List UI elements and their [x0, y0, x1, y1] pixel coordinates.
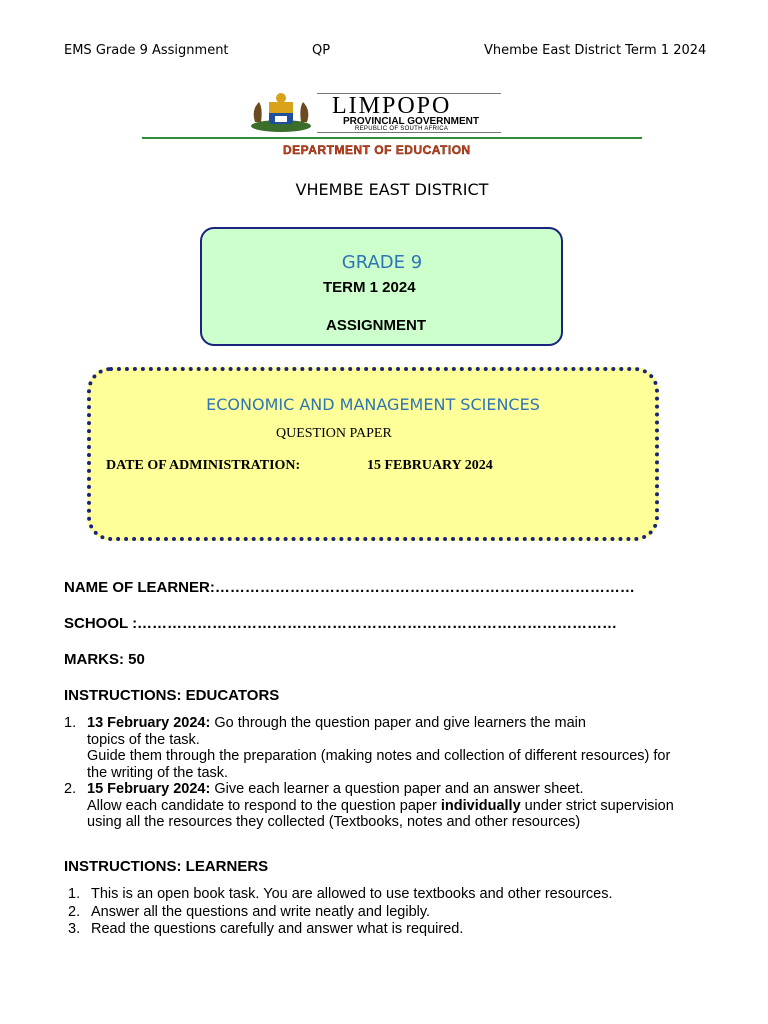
instruction-text: Give each learner a question paper and an answer sheet.: [210, 781, 584, 797]
assignment-label: ASSIGNMENT: [326, 317, 427, 334]
subject-title: ECONOMIC AND MANAGEMENT SCIENCES: [206, 395, 540, 414]
instruction-text: Go through the question paper and give learners the main: [210, 715, 586, 731]
school-field[interactable]: SCHOOL :……………………………………………………………………………………: [64, 615, 618, 632]
paper-type: QUESTION PAPER: [276, 426, 392, 441]
logo-title: LIMPOPO: [332, 93, 452, 119]
educator-instruction-1: [64, 715, 744, 781]
coat-of-arms-logo: [245, 92, 317, 141]
subject-box: [87, 367, 659, 541]
instruction-text: under strict supervision: [520, 797, 674, 814]
term-label: TERM 1 2024: [323, 279, 416, 296]
logo-divider: [142, 137, 642, 139]
learner-instructions-list: [68, 886, 748, 939]
department-name: DEPARTMENT OF EDUCATION: [283, 143, 471, 157]
header-right: Vhembe East District Term 1 2024: [484, 43, 707, 58]
list-item-text: Answer all the questions and write neatly and legibly.: [91, 903, 431, 920]
grade-label: GRADE 9: [341, 252, 423, 273]
list-item-text: Read the questions carefully and answer what is required.: [91, 921, 464, 937]
learner-name-field[interactable]: NAME OF LEARNER:…………………………………………………………………………: [64, 579, 635, 596]
list-number: 3.: [68, 921, 81, 937]
list-number: 1.: [68, 886, 81, 902]
instruction-emphasis: individually: [440, 797, 521, 814]
instruction-date: 15 February 2024:: [87, 781, 211, 797]
date-value: 15 FEBRUARY 2024: [367, 458, 493, 473]
educator-instruction-2: [64, 781, 744, 831]
instruction-text: the writing of the task.: [87, 764, 229, 781]
educators-heading: INSTRUCTIONS: EDUCATORS: [64, 687, 280, 704]
instruction-text: using all the resources they collected (Textbooks, notes and other resources): [87, 814, 581, 830]
list-item: [68, 904, 748, 922]
date-label: DATE OF ADMINISTRATION:: [106, 458, 301, 473]
list-item: [68, 886, 748, 904]
learners-heading: INSTRUCTIONS: LEARNERS: [64, 858, 269, 875]
header-center: QP: [312, 43, 331, 58]
list-number: 2.: [64, 781, 77, 797]
list-number: 2.: [68, 903, 81, 920]
instruction-date: 13 February 2024:: [87, 715, 211, 731]
instruction-text: topics of the task.: [87, 731, 200, 748]
instruction-text: Guide them through the preparation (making notes and collection of different resources) for: [87, 748, 671, 764]
list-item: [68, 921, 748, 939]
district-title: VHEMBE EAST DISTRICT: [295, 180, 489, 199]
logo-subtitle-2: REPUBLIC OF SOUTH AFRICA: [355, 126, 449, 132]
logo-subtitle: PROVINCIAL GOVERNMENT: [343, 116, 479, 127]
list-item-text: This is an open book task. You are allowed to use textbooks and other resources.: [91, 886, 613, 902]
instruction-text: Allow each candidate to respond to the question paper: [87, 797, 441, 814]
list-number: 1.: [64, 715, 77, 731]
marks-field: MARKS: 50: [64, 651, 145, 668]
header-left: EMS Grade 9 Assignment: [64, 43, 229, 58]
